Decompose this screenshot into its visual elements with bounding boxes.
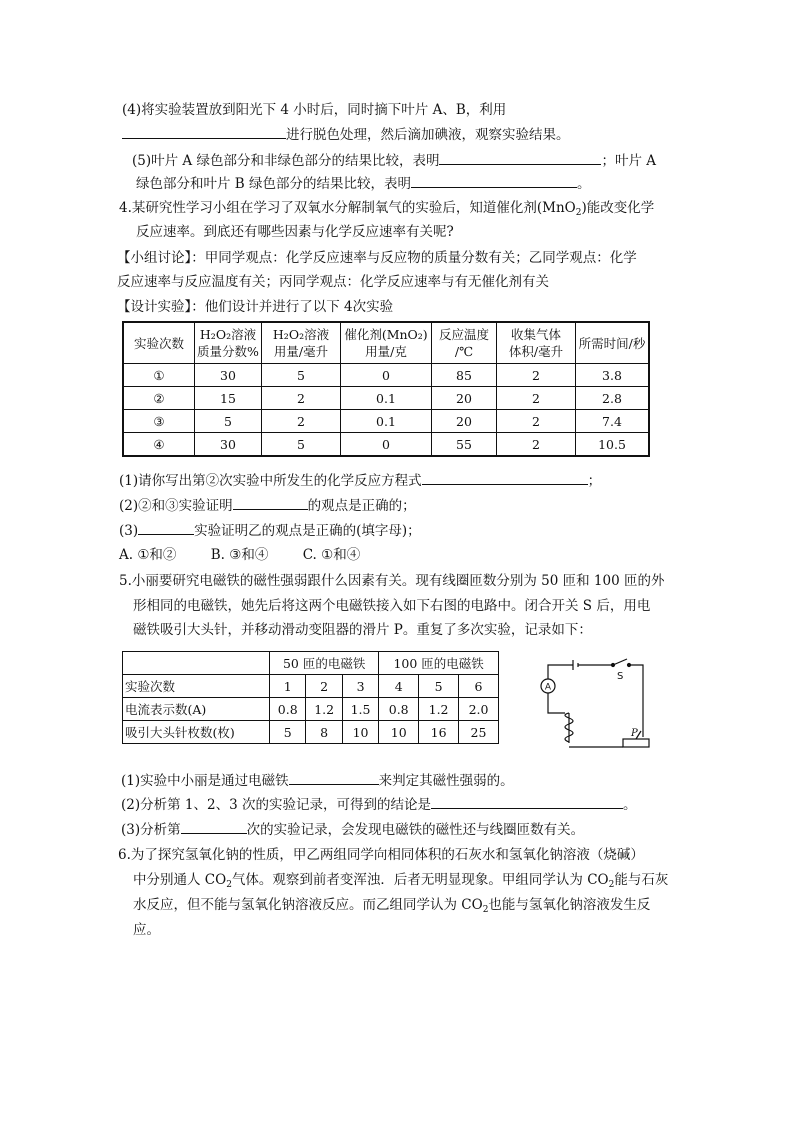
- q4-sub3: [119, 520, 421, 541]
- table-cell: 0.8: [270, 698, 306, 721]
- table-cell: 5: [262, 433, 341, 457]
- table-cell: 10: [379, 721, 419, 744]
- table-header-row: [123, 652, 499, 675]
- table-row: [123, 675, 499, 698]
- q5-intro-line2: 形相同的电磁铁，她先后将这两个电磁铁接入如下右图的电路中。闭合开关 S 后，用电: [133, 598, 651, 614]
- row-label: 吸引大头针枚数(枚): [123, 721, 270, 744]
- q4-intro-line1: [119, 198, 654, 223]
- answer-blank[interactable]: [431, 794, 623, 809]
- text: (2)②和③实验证明: [119, 498, 233, 514]
- q3-part5-line1: [132, 150, 656, 171]
- answer-blank[interactable]: [138, 520, 194, 535]
- text: (1)实验中小丽是通过电磁铁: [121, 773, 289, 789]
- table-cell: 5: [262, 364, 341, 387]
- subscript: 2: [608, 880, 615, 890]
- table-cell: 2.0: [459, 698, 499, 721]
- table-cell: 2: [497, 410, 576, 433]
- text: ；: [587, 473, 602, 489]
- table-cell: 1: [270, 675, 306, 698]
- battery-icon: [573, 660, 578, 670]
- table-cell: 2: [262, 387, 341, 410]
- circuit-diagram: [535, 655, 660, 755]
- circuit-wire: [548, 693, 565, 713]
- table-cell: 2: [497, 387, 576, 410]
- table-cell: [123, 652, 270, 675]
- group-header-100: 100 匝的电磁铁: [379, 652, 499, 675]
- text: (3)分析第: [121, 822, 181, 838]
- table-cell: 25: [459, 721, 499, 744]
- table-cell: 3.8: [576, 364, 650, 387]
- text: (1)请你写出第②次实验中所发生的化学反应方程式: [119, 473, 422, 489]
- circuit-wire: [630, 665, 643, 737]
- table-row: [123, 387, 649, 410]
- electromagnet-table: [122, 651, 499, 744]
- text: 水反应，但不能与氢氧化钠溶液反应。而乙组同学认为 CO: [133, 897, 483, 913]
- table-cell: ②: [123, 387, 195, 410]
- text: 来判定其磁性强弱的。: [378, 773, 514, 789]
- table-cell: 5: [195, 410, 262, 433]
- text: 次的实验记录，会发现电磁铁的磁性还与线圈匝数有关。: [246, 822, 585, 838]
- subscript: 2: [575, 208, 582, 218]
- q4-options: A. ①和② B. ③和④ C. ①和④: [119, 547, 361, 563]
- ammeter-label: A: [544, 682, 552, 693]
- table-cell: 55: [432, 433, 497, 457]
- q3-part4-line2: [122, 124, 570, 145]
- table-cell: 10.5: [576, 433, 650, 457]
- table-cell: 2: [497, 433, 576, 457]
- table-cell: 2: [306, 675, 342, 698]
- table-cell: 2: [497, 364, 576, 387]
- table-cell: 5: [419, 675, 459, 698]
- table-cell: 85: [432, 364, 497, 387]
- table-header-row: [123, 322, 649, 364]
- header-cell: 实验次数: [123, 322, 195, 364]
- switch-contact: [612, 664, 615, 667]
- text: ；叶片 A: [601, 153, 657, 169]
- table-cell: 5: [270, 721, 306, 744]
- table-cell: ④: [123, 433, 195, 457]
- table-cell: 10: [342, 721, 378, 744]
- q3-part4-line1: (4)将实验装置放到阳光下 4 小时后，同时摘下叶片 A、B，利用: [122, 102, 507, 118]
- table-row: [123, 698, 499, 721]
- answer-blank[interactable]: [233, 495, 308, 510]
- table-cell: ①: [123, 364, 195, 387]
- switch-label: S: [617, 671, 624, 682]
- text: 。: [622, 797, 637, 813]
- q5-sub2: [121, 794, 636, 815]
- q5-intro-line1: 5.小丽要研究电磁铁的磁性强弱跟什么因素有关。现有线圈匝数分别为 50 匝和 100 匝的外: [119, 573, 665, 589]
- answer-blank[interactable]: [289, 770, 379, 785]
- answer-blank[interactable]: [122, 124, 286, 139]
- table-cell: 7.4: [576, 410, 650, 433]
- row-label: 实验次数: [123, 675, 270, 698]
- table-cell: 20: [432, 387, 497, 410]
- q3-part5-line2: [136, 173, 591, 194]
- table-cell: 30: [195, 364, 262, 387]
- header-cell: 所需时间/秒: [576, 322, 650, 364]
- subscript: 2: [482, 905, 489, 915]
- table-cell: 0: [341, 433, 432, 457]
- answer-blank[interactable]: [181, 819, 247, 834]
- header-cell: 反应温度 /℃: [432, 322, 497, 364]
- table-cell: 20: [432, 410, 497, 433]
- table-cell: 2.8: [576, 387, 650, 410]
- table-cell: 4: [379, 675, 419, 698]
- text: 中分别通人 CO: [133, 872, 227, 888]
- header-cell: 收集气体 体积/毫升: [497, 322, 576, 364]
- header-cell: 催化剂(MnO₂) 用量/克: [341, 322, 432, 364]
- switch-icon: [613, 659, 627, 665]
- text: 的观点是正确的；: [307, 498, 416, 514]
- table-cell: ③: [123, 410, 195, 433]
- table-row: [123, 433, 649, 457]
- header-cell: H₂O₂溶液 用量/毫升: [262, 322, 341, 364]
- table-cell: 16: [419, 721, 459, 744]
- text: 气体。观察到前者变浑浊．后者无明显现象。甲组同学认为 CO: [231, 872, 609, 888]
- q6-line2: [133, 870, 668, 895]
- table-row: [123, 410, 649, 433]
- experiment-table: [122, 321, 650, 457]
- q6-line1: 6.为了探究氢氧化钠的性质，甲乙两组同学向相同体积的石灰水和氢氧化钠溶液（烧碱）: [118, 847, 644, 863]
- table-cell: 0: [341, 364, 432, 387]
- table-cell: 0.8: [379, 698, 419, 721]
- subscript: 2: [226, 880, 232, 890]
- q4-sub1: [119, 470, 601, 491]
- q6-line4: 应。: [133, 922, 160, 938]
- table-cell: 1.2: [419, 698, 459, 721]
- rheostat-icon: [623, 739, 649, 747]
- table-cell: 2: [262, 410, 341, 433]
- q4-design-line: 【设计实验】：他们设计并进行了以下 4次实验: [117, 299, 394, 315]
- table-cell: 1.2: [306, 698, 342, 721]
- table-cell: 0.1: [341, 410, 432, 433]
- slider-label: P: [631, 728, 638, 739]
- q5-intro-line3: 磁铁吸引大头针，并移动滑动变阻器的滑片 P。重复了多次实验，记录如下：: [133, 622, 592, 638]
- group-header-50: 50 匝的电磁铁: [270, 652, 379, 675]
- coil-icon: [565, 713, 573, 743]
- text: )能改变化学: [581, 200, 655, 216]
- q4-discussion-line2: 反应速率与反应温度有关；丙同学观点：化学反应速率与有无催化剂有关: [117, 274, 549, 290]
- table-row: [123, 364, 649, 387]
- header-cell: H₂O₂溶液 质量分数%: [195, 322, 262, 364]
- table-cell: 6: [459, 675, 499, 698]
- table-cell: 15: [195, 387, 262, 410]
- text: (2)分析第 1、2、3 次的实验记录，可得到的结论是: [121, 797, 431, 813]
- q5-sub3: [121, 819, 584, 840]
- text: 。: [577, 176, 591, 192]
- table-cell: 3: [342, 675, 378, 698]
- text: 绿色部分和叶片 B 绿色部分的结果比较，表明: [136, 176, 412, 192]
- table-cell: 8: [306, 721, 342, 744]
- q4-discussion-line1: 【小组讨论】：甲同学观点：化学反应速率与反应物的质量分数有关；乙同学观点：化学: [117, 250, 637, 266]
- text: 4.某研究性学习小组在学习了双氧水分解制氧气的实验后，知道催化剂(MnO: [119, 200, 576, 216]
- text: (3): [119, 523, 139, 539]
- text: 进行脱色处理，然后滴加碘液，观察实验结果。: [286, 127, 570, 143]
- answer-blank[interactable]: [439, 150, 601, 165]
- table-cell: 30: [195, 433, 262, 457]
- q5-sub1: [121, 770, 514, 791]
- text: (5)叶片 A 绿色部分和非绿色部分的结果比较，表明: [132, 153, 440, 169]
- answer-blank[interactable]: [411, 173, 577, 188]
- table-cell: 1.5: [342, 698, 378, 721]
- answer-blank[interactable]: [422, 470, 588, 485]
- q4-intro-line2: 反应速率。到底还有哪些因素与化学反应速率有关呢?: [136, 224, 454, 240]
- table-cell: 0.1: [341, 387, 432, 410]
- circuit-wire: [548, 665, 573, 679]
- q4-sub2: [119, 495, 416, 516]
- row-label: 电流表示数(A): [123, 698, 270, 721]
- text: 也能与氢氧化钠溶液发生反: [488, 897, 651, 913]
- text: 实验证明乙的观点是正确的(填字母)；: [194, 523, 421, 539]
- table-row: [123, 721, 499, 744]
- q6-line3: [133, 895, 650, 920]
- text: 能与石灰: [614, 872, 669, 888]
